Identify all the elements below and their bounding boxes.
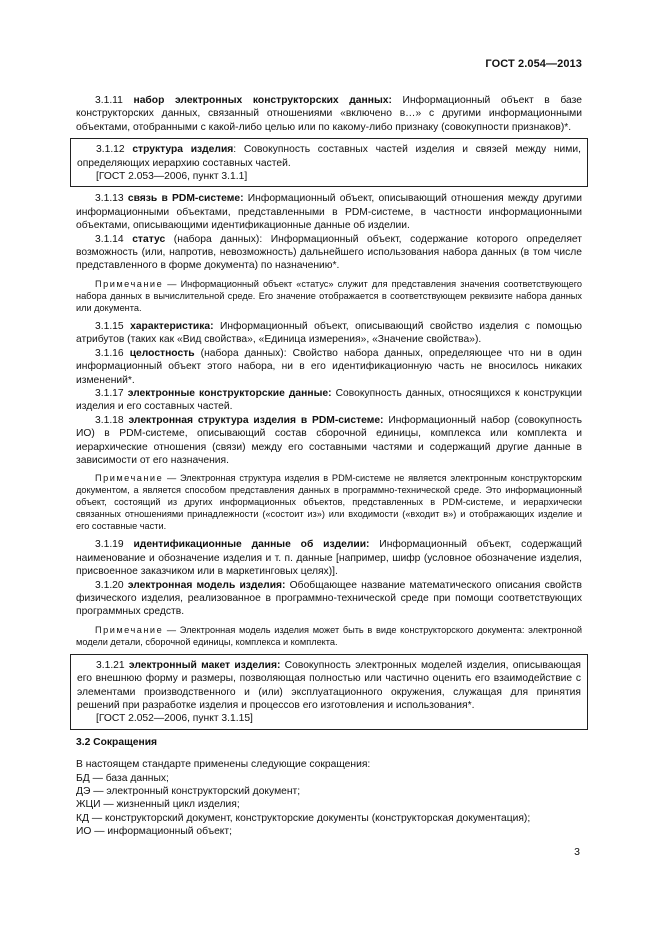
note-label: Примечание — [95, 473, 164, 484]
note-product-structure — [76, 472, 582, 532]
entry-3-1-15 — [76, 320, 582, 347]
abbreviation-item: ИО — информационный объект; — [76, 826, 233, 838]
note-text: Информационный объект «статус» служит для представления значения соответствующего набора данных в вычислительной среде. Его значение отображается в соответствующем реквизите набора данных или документа. — [76, 278, 582, 313]
entry-term: статус — [132, 233, 166, 245]
entry-reference: [ГОСТ 2.053—2006, пункт 3.1.1] — [96, 171, 248, 183]
entry-3-1-13 — [76, 192, 582, 232]
entry-reference: [ГОСТ 2.052—2006, пункт 3.1.15] — [96, 713, 253, 725]
note-dash: — — [163, 624, 180, 635]
entry-number: 3.1.20 — [95, 579, 128, 591]
entry-definition: Совокупность данных, относящихся к конструкции изделия и его составных частей. — [76, 387, 582, 413]
entry-number: 3.1.21 — [96, 659, 129, 671]
entry-term: характеристика: — [130, 320, 214, 332]
note-text: Электронная модель изделия может быть в виде конструкторского документа: электронной модели детали, сборочной единицы, комплекса и комплекта. — [76, 624, 583, 647]
document-body — [76, 94, 582, 839]
entry-definition: : Совокупность составных частей изделия и связей между ними, определяющих иерархию составных частей. — [77, 144, 581, 169]
abbreviation-item: КД — конструкторский документ, конструкторские документы (конструкторская документация); — [76, 812, 531, 824]
entry-3-1-19 — [76, 538, 582, 578]
note-dash: — — [163, 473, 180, 484]
entry-3-1-14 — [76, 233, 582, 273]
entry-3-1-18 — [76, 414, 582, 468]
entry-3-1-20 — [76, 579, 582, 619]
entry-number: 3.1.19 — [95, 539, 134, 551]
entry-definition: Обобщающее название математического описания свойств физического изделия, реализованное в программно-технической среде при помощи соответствующих программных средств. — [76, 579, 582, 618]
entry-term: связь в PDM-системе: — [127, 193, 244, 205]
entry-number: 3.1.16 — [95, 347, 130, 359]
entry-definition: Информационный объект, описывающий отношения между другими информационными объектами, представленными в PDM-системе, в частности информационными объектами, описывающими идентификационные данные об изделии. — [76, 193, 582, 232]
abbreviation-item: ЖЦИ — жизненный цикл изделия; — [76, 799, 240, 811]
boxed-entry-3-1-12 — [70, 138, 588, 187]
entry-definition: Информационный набор (совокупность ИО) в PDM-системе, описывающий состав сборочной единицы, комплекса или комплекта и иерархические отношения (связи) между его составными частями и содержащий другие данные в зависимости от его назначения. — [76, 414, 582, 466]
entry-term: набор электронных конструкторских данных: — [133, 95, 392, 106]
entry-definition: Информационный объект, содержащий наименование и обозначение изделия и т. п. данные [например, шифр (условное обозначение изделия, присвоенное заказчиком или в маркетинговых целях)]. — [76, 539, 583, 578]
entry-definition: (набора данных): Свойство набора данных, определяющее что ни в один информационный объект этого набора, ни в его идентификационную часть не вносилось никаких изменений*. — [76, 347, 582, 386]
note-label: Примечание — [95, 624, 164, 635]
section-title: 3.2 Сокращения — [76, 736, 158, 748]
abbreviation-item: ДЭ — электронный конструкторский документ; — [76, 786, 301, 798]
entry-term: электронная структура изделия в PDM-системе: — [128, 414, 384, 426]
entry-number: 3.1.11 — [95, 95, 134, 106]
abbreviations-intro: В настоящем стандарте применены следующие сокращения: — [76, 759, 371, 771]
entry-term: электронный макет изделия: — [128, 659, 281, 671]
entry-number: 3.1.13 — [95, 193, 128, 205]
entry-3-1-11 — [76, 94, 582, 134]
entry-definition: Совокупность электронных моделей изделия, описывающая его внешнюю форму и размеры, позволяющая полностью или частично оценить его взаимодействие с элементами производственного и (или) эксплуатационного окружения, служащая для принятия решений при разработке изделия и процессов его изготовления и использования*. — [77, 659, 581, 711]
note-label: Примечание — [95, 278, 164, 289]
entry-term: структура изделия — [132, 144, 234, 156]
entry-3-1-12 — [77, 143, 581, 170]
entry-number: 3.1.12 — [96, 144, 133, 156]
entry-3-1-17 — [76, 387, 582, 414]
entry-term: электронная модель изделия: — [127, 579, 286, 591]
note-dash: — — [163, 278, 181, 289]
entry-number: 3.1.14 — [95, 233, 133, 245]
boxed-entry-3-1-21 — [70, 654, 588, 730]
entry-definition: (набора данных): Информационный объект, содержание которого определяет возможность (или, напротив, невозможность) дальнейшего использования набора данных (в том числе представленного в форме документа) по назначению*. — [76, 233, 582, 272]
entry-number: 3.1.18 — [95, 414, 129, 426]
entry-number: 3.1.15 — [95, 320, 131, 332]
entry-3-1-16 — [76, 347, 582, 387]
note-status — [76, 278, 582, 314]
entry-definition: Информационный объект в базе конструкторских данных, связанный отношениями «включено в…» с другими информационными объектами, отобранными с какой-либо целью или по какому-либо признаку (совокупности признаков)*. — [76, 95, 582, 133]
abbreviation-item: БД — база данных; — [76, 772, 169, 784]
page-number: 3 — [574, 846, 580, 858]
document-code: ГОСТ 2.054—2013 — [485, 58, 582, 70]
entry-number: 3.1.17 — [95, 387, 128, 399]
entry-term: идентификационные данные об изделии: — [133, 539, 370, 551]
note-product-model — [76, 624, 582, 648]
entry-term: целостность — [129, 347, 195, 359]
entry-term: электронные конструкторские данные: — [127, 387, 332, 399]
note-text: Электронная структура изделия в PDM-системе не является электронным конструкторским документом, а является способом представления данных в программно-технической среде. Это информационный объект, состоящий из других информационных объектов, представленных в PDM-системе, и иерархически связанных отношениями принадлежности («состоит из») или входимости («входит в») и отображающих изделие и его составные части. — [76, 473, 583, 532]
entry-definition: Информационный объект, описывающий свойство изделия с помощью атрибутов (таких как «Вид свойства», «Единица измерения», «Значение свойства»). — [76, 320, 582, 346]
entry-3-1-21 — [77, 659, 581, 713]
